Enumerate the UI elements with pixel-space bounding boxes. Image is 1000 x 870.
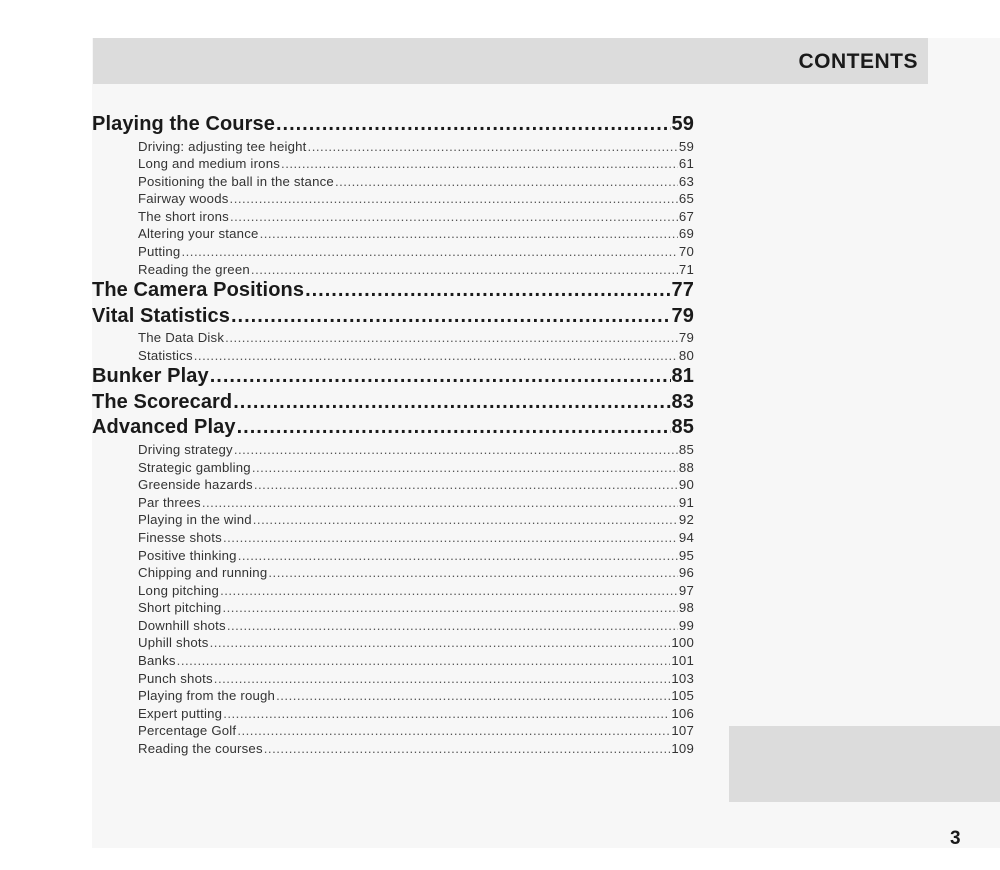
toc-section bbox=[92, 416, 694, 758]
dot-leader bbox=[268, 565, 678, 580]
toc-entry bbox=[92, 156, 694, 174]
toc-section-title: Advanced Play bbox=[92, 416, 236, 439]
toc-entry-title: Reading the courses bbox=[138, 741, 263, 757]
dot-leader bbox=[223, 706, 670, 721]
toc-entry-title: Short pitching bbox=[138, 600, 222, 616]
toc-entry bbox=[92, 244, 694, 262]
toc-entry bbox=[92, 512, 694, 530]
toc-entry-title: Driving: adjusting tee height bbox=[138, 138, 307, 154]
toc-entry-page: 96 bbox=[678, 565, 694, 581]
toc-entry-page: 98 bbox=[678, 600, 694, 616]
contents-header-bar bbox=[93, 38, 928, 84]
dot-leader bbox=[260, 226, 678, 241]
toc-entry-title: Strategic gambling bbox=[138, 459, 251, 475]
toc-entry-title: Positioning the ball in the stance bbox=[138, 173, 334, 189]
toc-entry-page: 106 bbox=[671, 705, 694, 721]
toc-section bbox=[92, 113, 694, 279]
toc-section-title: Bunker Play bbox=[92, 365, 209, 388]
toc-entry bbox=[92, 635, 694, 653]
toc-entry bbox=[92, 548, 694, 566]
dot-leader bbox=[230, 191, 678, 206]
dot-leader bbox=[177, 653, 671, 668]
toc-entry bbox=[92, 460, 694, 478]
dot-leader bbox=[238, 548, 678, 563]
toc-entry-title: Long pitching bbox=[138, 582, 220, 598]
dot-leader bbox=[225, 330, 678, 345]
toc-section bbox=[92, 305, 694, 366]
toc-entry bbox=[92, 495, 694, 513]
toc-entry-title: Par threes bbox=[138, 494, 201, 510]
toc-entry bbox=[92, 262, 694, 280]
toc-section-page: 81 bbox=[671, 365, 694, 388]
toc-entry bbox=[92, 653, 694, 671]
toc-entry-title: Driving strategy bbox=[138, 441, 233, 457]
toc-section-title: Vital Statistics bbox=[92, 304, 230, 327]
toc-entry bbox=[92, 583, 694, 601]
toc-section-title: The Scorecard bbox=[92, 390, 233, 413]
toc-section bbox=[92, 279, 694, 305]
dot-leader bbox=[276, 688, 670, 703]
toc-entry-page: 88 bbox=[678, 459, 694, 475]
toc-section-heading bbox=[92, 113, 694, 139]
toc-entry-title: Putting bbox=[138, 244, 181, 260]
toc-entry bbox=[92, 741, 694, 759]
toc-entry-title: Reading the green bbox=[138, 261, 250, 277]
toc-entry bbox=[92, 565, 694, 583]
toc-entry bbox=[92, 174, 694, 192]
dot-leader bbox=[210, 635, 671, 650]
toc-entry-title: Statistics bbox=[138, 347, 193, 363]
dot-leader bbox=[220, 583, 678, 598]
toc-section-title: The Camera Positions bbox=[92, 279, 305, 302]
toc-entry-page: 100 bbox=[671, 635, 694, 651]
toc-entry-title: Percentage Golf bbox=[138, 723, 237, 739]
table-of-contents bbox=[92, 113, 694, 759]
toc-entry-page: 103 bbox=[671, 670, 694, 686]
toc-entry-page: 107 bbox=[671, 723, 694, 739]
toc-entry-page: 97 bbox=[678, 582, 694, 598]
dot-leader bbox=[230, 209, 678, 224]
toc-entry-page: 91 bbox=[678, 494, 694, 510]
toc-entry-page: 61 bbox=[678, 156, 694, 172]
toc-entry-title: The short irons bbox=[138, 208, 229, 224]
toc-entry-title: The Data Disk bbox=[138, 330, 225, 346]
toc-entry bbox=[92, 723, 694, 741]
toc-section-page: 77 bbox=[671, 279, 694, 302]
toc-entry-title: Punch shots bbox=[138, 670, 213, 686]
dot-leader bbox=[305, 279, 670, 302]
dot-leader bbox=[234, 442, 678, 457]
dot-leader bbox=[308, 139, 678, 154]
toc-entry bbox=[92, 226, 694, 244]
dot-leader bbox=[264, 741, 671, 756]
toc-section bbox=[92, 391, 694, 417]
dot-leader bbox=[181, 244, 677, 259]
toc-entry bbox=[92, 330, 694, 348]
toc-entry-title: Uphill shots bbox=[138, 635, 209, 651]
toc-entry-page: 80 bbox=[678, 347, 694, 363]
toc-entry bbox=[92, 706, 694, 724]
toc-entry bbox=[92, 348, 694, 366]
dot-leader bbox=[253, 512, 678, 527]
toc-entry-page: 99 bbox=[678, 617, 694, 633]
toc-entry-page: 70 bbox=[678, 244, 694, 260]
toc-entry-page: 85 bbox=[678, 441, 694, 457]
toc-section-heading bbox=[92, 305, 694, 331]
dot-leader bbox=[252, 460, 678, 475]
toc-entry-page: 65 bbox=[678, 191, 694, 207]
toc-entry-page: 109 bbox=[671, 741, 694, 757]
page-number: 3 bbox=[950, 828, 961, 849]
toc-entry bbox=[92, 209, 694, 227]
toc-section-heading bbox=[92, 391, 694, 417]
dot-leader bbox=[233, 391, 670, 414]
toc-entry bbox=[92, 139, 694, 157]
dot-leader bbox=[251, 262, 678, 277]
toc-entry-page: 92 bbox=[678, 512, 694, 528]
dot-leader bbox=[335, 174, 678, 189]
toc-entry-page: 71 bbox=[678, 261, 694, 277]
page-title: CONTENTS bbox=[798, 50, 918, 73]
toc-section-page: 79 bbox=[671, 304, 694, 327]
footer-shade-bar bbox=[729, 726, 1000, 802]
toc-entry-title: Chipping and running bbox=[138, 565, 268, 581]
toc-section-heading bbox=[92, 365, 694, 391]
dot-leader bbox=[222, 600, 677, 615]
toc-section-page: 85 bbox=[671, 416, 694, 439]
toc-entry-title: Fairway woods bbox=[138, 191, 229, 207]
toc-entry bbox=[92, 600, 694, 618]
toc-section-heading bbox=[92, 279, 694, 305]
dot-leader bbox=[202, 495, 678, 510]
toc-entry-page: 95 bbox=[678, 547, 694, 563]
toc-entry-page: 94 bbox=[678, 529, 694, 545]
toc-entry-title: Altering your stance bbox=[138, 226, 259, 242]
toc-entry-page: 90 bbox=[678, 477, 694, 493]
toc-entry-page: 105 bbox=[671, 688, 694, 704]
toc-entry-page: 79 bbox=[678, 330, 694, 346]
toc-entry-page: 69 bbox=[678, 226, 694, 242]
dot-leader bbox=[194, 348, 678, 363]
dot-leader bbox=[276, 113, 671, 136]
dot-leader bbox=[231, 305, 671, 328]
toc-entry-title: Banks bbox=[138, 653, 176, 669]
toc-entry bbox=[92, 477, 694, 495]
toc-entry bbox=[92, 191, 694, 209]
toc-entry-title: Long and medium irons bbox=[138, 156, 281, 172]
toc-entry-title: Positive thinking bbox=[138, 547, 237, 563]
dot-leader bbox=[281, 156, 678, 171]
dot-leader bbox=[223, 530, 678, 545]
toc-section-title: Playing the Course bbox=[92, 113, 275, 135]
toc-section-page: 83 bbox=[671, 390, 694, 413]
toc-entry-page: 67 bbox=[678, 208, 694, 224]
toc-entry-page: 63 bbox=[678, 173, 694, 189]
toc-section-heading bbox=[92, 416, 694, 442]
dot-leader bbox=[254, 477, 678, 492]
toc-section-page: 59 bbox=[671, 113, 694, 135]
dot-leader bbox=[237, 723, 670, 738]
toc-entry-title: Expert putting bbox=[138, 705, 223, 721]
dot-leader bbox=[210, 365, 671, 388]
toc-entry-title: Playing from the rough bbox=[138, 688, 276, 704]
toc-entry-title: Downhill shots bbox=[138, 617, 226, 633]
toc-entry-page: 59 bbox=[678, 138, 694, 154]
toc-entry bbox=[92, 671, 694, 689]
toc-entry bbox=[92, 530, 694, 548]
dot-leader bbox=[214, 671, 671, 686]
dot-leader bbox=[227, 618, 678, 633]
toc-entry bbox=[92, 618, 694, 636]
toc-entry bbox=[92, 442, 694, 460]
dot-leader bbox=[237, 416, 671, 439]
toc-section bbox=[92, 365, 694, 391]
toc-entry bbox=[92, 688, 694, 706]
toc-entry-page: 101 bbox=[671, 653, 694, 669]
toc-entry-title: Finesse shots bbox=[138, 529, 222, 545]
toc-entry-title: Greenside hazards bbox=[138, 477, 253, 493]
toc-entry-title: Playing in the wind bbox=[138, 512, 252, 528]
